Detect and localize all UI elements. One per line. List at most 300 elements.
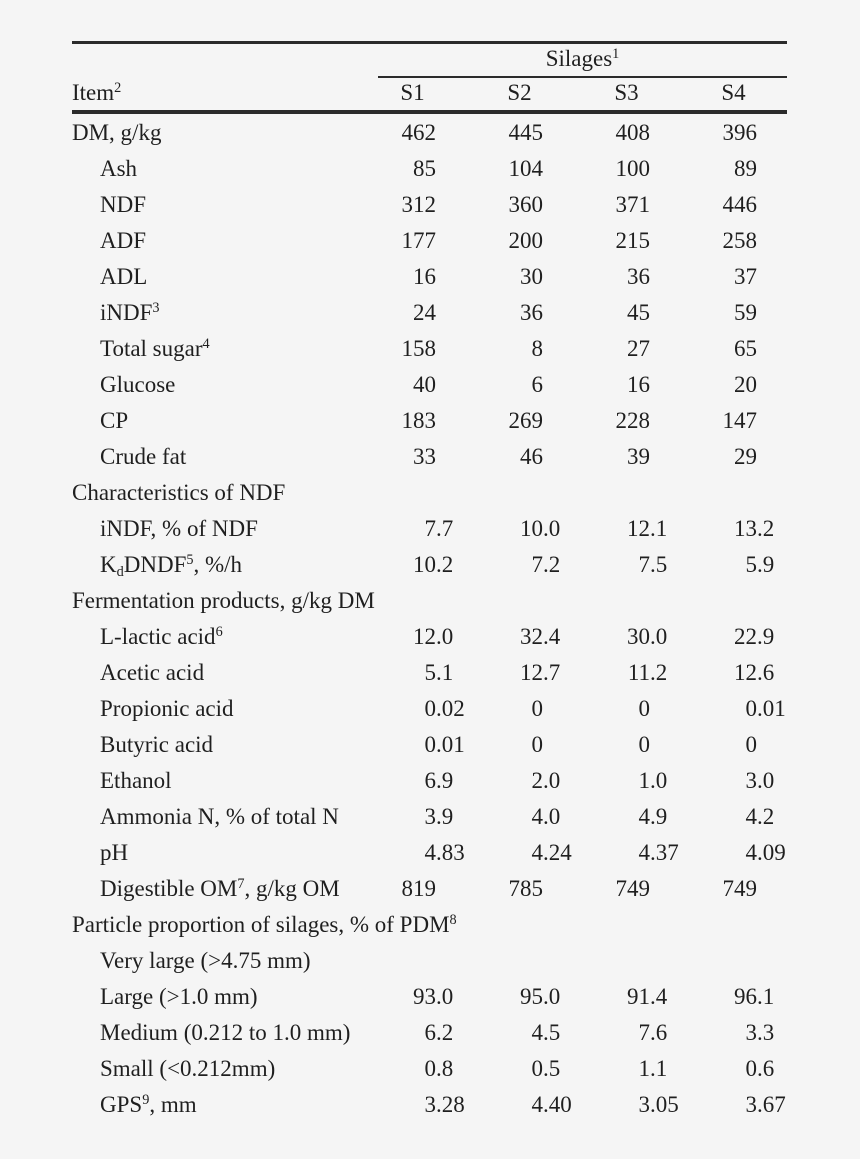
value-integer-part: 2 <box>531 768 543 793</box>
row-label <box>72 300 359 326</box>
value-integer-part: 7 <box>638 1020 650 1045</box>
value-fraction-part: .7 <box>436 516 454 541</box>
value-cell-s2 <box>466 876 573 902</box>
row-label <box>72 1020 359 1046</box>
label-text: Total sugar <box>100 336 203 361</box>
column-header-s3: S3 <box>614 80 639 105</box>
value-integer-part: 45 <box>627 300 650 325</box>
section-row <box>72 907 787 943</box>
row-label <box>72 156 359 182</box>
value-cell-s2 <box>466 1056 573 1082</box>
label-text: Small (<0.212mm) <box>100 1056 276 1081</box>
value-cell-s2 <box>466 804 573 830</box>
row-label <box>72 1092 359 1118</box>
label-text: Medium (0.212 to 1.0 mm) <box>100 1020 351 1045</box>
value-cell-s3 <box>573 336 680 362</box>
row-label <box>72 120 359 146</box>
value-integer-part: 4 <box>638 840 650 865</box>
value-cell-s4 <box>680 732 787 758</box>
value-cell-s1 <box>359 696 466 722</box>
table-body <box>72 115 787 1123</box>
value-fraction-part: .28 <box>436 1092 465 1117</box>
value-integer-part: 12 <box>520 660 543 685</box>
value-cell-s4 <box>680 192 787 218</box>
value-fraction-part: .0 <box>543 768 561 793</box>
value-integer-part: 0 <box>531 1056 543 1081</box>
table-row <box>72 403 787 439</box>
value-integer-part: 24 <box>413 300 436 325</box>
value-integer-part: 59 <box>734 300 757 325</box>
value-integer-part: 7 <box>424 516 436 541</box>
value-fraction-part: .2 <box>757 516 775 541</box>
value-integer-part: 396 <box>722 120 757 145</box>
value-fraction-part: .6 <box>650 1020 668 1045</box>
value-fraction-part: .5 <box>543 1020 561 1045</box>
label-text: Crude fat <box>100 444 187 469</box>
value-fraction-part: .37 <box>650 840 679 865</box>
value-cell-s1 <box>359 336 466 362</box>
table-row <box>72 259 787 295</box>
label-text: K <box>100 552 117 577</box>
value-cell-s4 <box>680 768 787 794</box>
value-fraction-part: .0 <box>650 624 668 649</box>
value-cell-s4 <box>680 372 787 398</box>
value-cell-s4 <box>680 264 787 290</box>
value-integer-part: 3 <box>745 768 757 793</box>
table-row <box>72 439 787 475</box>
value-fraction-part: .02 <box>436 696 465 721</box>
value-fraction-part: .9 <box>436 804 454 829</box>
value-integer-part: 312 <box>401 192 436 217</box>
value-cell-s1 <box>359 300 466 326</box>
superscript: 5 <box>186 552 194 569</box>
value-fraction-part: .0 <box>436 624 454 649</box>
value-cell-s1 <box>359 516 466 542</box>
value-cell-s3 <box>573 696 680 722</box>
value-integer-part: 16 <box>627 372 650 397</box>
value-cell-s3 <box>573 444 680 470</box>
value-integer-part: 749 <box>722 876 757 901</box>
superscript: 6 <box>215 624 223 641</box>
value-cell-s3 <box>573 624 680 650</box>
row-label <box>72 192 359 218</box>
value-cell-s4 <box>680 300 787 326</box>
value-cell-s3 <box>573 732 680 758</box>
table-row <box>72 511 787 547</box>
label-text: Very large (>4.75 mm) <box>100 948 311 973</box>
value-fraction-part: .05 <box>650 1092 679 1117</box>
value-cell-s2 <box>466 696 573 722</box>
value-integer-part: 3 <box>424 804 436 829</box>
value-integer-part: 8 <box>531 336 543 361</box>
superscript: 9 <box>142 1092 150 1109</box>
row-label <box>72 552 359 578</box>
value-cell-s3 <box>573 840 680 866</box>
value-cell-s1 <box>359 228 466 254</box>
value-fraction-part: .0 <box>757 768 775 793</box>
value-fraction-part: .8 <box>436 1056 454 1081</box>
label-text: DM, g/kg <box>72 120 162 145</box>
value-cell-s2 <box>466 444 573 470</box>
value-integer-part: 91 <box>627 984 650 1009</box>
value-integer-part: 32 <box>520 624 543 649</box>
row-label <box>72 480 787 506</box>
value-integer-part: 93 <box>413 984 436 1009</box>
value-cell-s2 <box>466 300 573 326</box>
superscript: 2 <box>114 80 122 97</box>
label-text: Large (>1.0 mm) <box>100 984 258 1009</box>
value-integer-part: 785 <box>508 876 543 901</box>
label-text: Particle proportion of silages, % of PDM <box>72 912 450 937</box>
value-integer-part: 104 <box>508 156 543 181</box>
superscript: 1 <box>612 46 620 63</box>
label-text: Propionic acid <box>100 696 234 721</box>
value-cell-s2 <box>466 1092 573 1118</box>
row-label <box>72 876 359 902</box>
value-integer-part: 27 <box>627 336 650 361</box>
table-row <box>72 331 787 367</box>
value-integer-part: 4 <box>745 804 757 829</box>
value-integer-part: 96 <box>734 984 757 1009</box>
value-cell-s4 <box>680 696 787 722</box>
value-integer-part: 1 <box>638 1056 650 1081</box>
value-cell-s2 <box>466 228 573 254</box>
label-text: Characteristics of NDF <box>72 480 286 505</box>
value-integer-part: 0 <box>745 1056 757 1081</box>
value-cell-s3 <box>573 552 680 578</box>
value-integer-part: 30 <box>520 264 543 289</box>
value-fraction-part: .2 <box>757 804 775 829</box>
value-cell-s3 <box>573 156 680 182</box>
row-label <box>72 444 359 470</box>
value-integer-part: 16 <box>413 264 436 289</box>
row-label <box>72 948 359 974</box>
label-text: L-lactic acid <box>100 624 216 649</box>
table-row <box>72 1015 787 1051</box>
column-header-s2: S2 <box>507 80 532 105</box>
value-fraction-part: .5 <box>650 552 668 577</box>
header-bottom-rule <box>72 110 787 114</box>
value-integer-part: 0 <box>424 732 436 757</box>
value-integer-part: 819 <box>401 876 436 901</box>
value-integer-part: 3 <box>424 1092 436 1117</box>
value-integer-part: 258 <box>722 228 757 253</box>
value-integer-part: 4 <box>745 840 757 865</box>
row-label <box>72 840 359 866</box>
value-integer-part: 36 <box>520 300 543 325</box>
value-integer-part: 0 <box>638 696 650 721</box>
value-fraction-part: .0 <box>543 516 561 541</box>
value-cell-s1 <box>359 120 466 146</box>
value-integer-part: 0 <box>531 732 543 757</box>
value-cell-s4 <box>680 804 787 830</box>
value-cell-s3 <box>573 1056 680 1082</box>
value-integer-part: 183 <box>401 408 436 433</box>
value-cell-s4 <box>680 120 787 146</box>
table-top-rule <box>72 41 787 44</box>
value-fraction-part: .0 <box>650 768 668 793</box>
value-cell-s2 <box>466 1020 573 1046</box>
table-row <box>72 223 787 259</box>
value-integer-part: 1 <box>638 768 650 793</box>
label-text: CP <box>100 408 129 433</box>
value-integer-part: 4 <box>531 804 543 829</box>
section-row <box>72 475 787 511</box>
row-label <box>72 408 359 434</box>
row-label <box>72 696 359 722</box>
value-integer-part: 158 <box>401 336 436 361</box>
table-row <box>72 547 787 583</box>
value-fraction-part: .2 <box>543 552 561 577</box>
value-cell-s2 <box>466 552 573 578</box>
value-fraction-part: .7 <box>543 660 561 685</box>
label-text: ADF <box>100 228 147 253</box>
value-cell-s3 <box>573 1020 680 1046</box>
label-text: Digestible OM <box>100 876 238 901</box>
value-cell-s1 <box>359 372 466 398</box>
value-integer-part: 12 <box>627 516 650 541</box>
label-text: Silages <box>545 46 613 71</box>
value-cell-s3 <box>573 264 680 290</box>
value-cell-s1 <box>359 624 466 650</box>
value-cell-s1 <box>359 1056 466 1082</box>
value-cell-s3 <box>573 660 680 686</box>
value-fraction-part: .1 <box>650 516 668 541</box>
label-text: , %/h <box>193 552 243 577</box>
value-integer-part: 5 <box>745 552 757 577</box>
value-cell-s2 <box>466 624 573 650</box>
value-integer-part: 65 <box>734 336 757 361</box>
value-cell-s3 <box>573 300 680 326</box>
value-cell-s4 <box>680 552 787 578</box>
value-fraction-part: .0 <box>436 984 454 1009</box>
column-header-s1: S1 <box>400 80 425 105</box>
value-cell-s1 <box>359 156 466 182</box>
value-fraction-part: .6 <box>757 1056 775 1081</box>
value-integer-part: 147 <box>722 408 757 433</box>
value-integer-part: 36 <box>627 264 650 289</box>
value-integer-part: 30 <box>627 624 650 649</box>
value-cell-s3 <box>573 408 680 434</box>
value-fraction-part: .67 <box>757 1092 786 1117</box>
value-cell-s3 <box>573 120 680 146</box>
value-integer-part: 4 <box>531 840 543 865</box>
value-integer-part: 4 <box>424 840 436 865</box>
row-label <box>72 732 359 758</box>
value-cell-s4 <box>680 876 787 902</box>
value-integer-part: 215 <box>615 228 650 253</box>
value-cell-s2 <box>466 372 573 398</box>
superscript: 4 <box>202 336 210 353</box>
value-fraction-part: .0 <box>543 804 561 829</box>
value-cell-s4 <box>680 984 787 1010</box>
value-cell-s2 <box>466 192 573 218</box>
value-cell-s2 <box>466 516 573 542</box>
value-integer-part: 0 <box>745 696 757 721</box>
value-cell-s1 <box>359 264 466 290</box>
value-fraction-part: .09 <box>757 840 786 865</box>
value-integer-part: 371 <box>615 192 650 217</box>
value-cell-s1 <box>359 660 466 686</box>
value-cell-s3 <box>573 876 680 902</box>
value-integer-part: 5 <box>424 660 436 685</box>
table-row <box>72 871 787 907</box>
value-cell-s2 <box>466 984 573 1010</box>
table-row <box>72 115 787 151</box>
label-text: iNDF <box>100 300 153 325</box>
value-cell-s4 <box>680 1020 787 1046</box>
value-fraction-part: .1 <box>436 660 454 685</box>
item-column-header <box>72 80 359 106</box>
row-label <box>72 768 359 794</box>
value-cell-s1 <box>359 1092 466 1118</box>
label-text: Fermentation products, g/kg DM <box>72 588 375 613</box>
value-cell-s1 <box>359 768 466 794</box>
value-fraction-part: .1 <box>757 984 775 1009</box>
value-fraction-part: .1 <box>650 1056 668 1081</box>
value-cell-s3 <box>573 804 680 830</box>
value-cell-s1 <box>359 984 466 1010</box>
value-cell-s4 <box>680 1056 787 1082</box>
value-cell-s3 <box>573 372 680 398</box>
value-cell-s3 <box>573 516 680 542</box>
value-integer-part: 0 <box>424 696 436 721</box>
value-integer-part: 4 <box>531 1092 543 1117</box>
table-row <box>72 727 787 763</box>
value-integer-part: 446 <box>722 192 757 217</box>
value-fraction-part: .3 <box>757 1020 775 1045</box>
value-cell-s4 <box>680 156 787 182</box>
label-text: Ash <box>100 156 138 181</box>
row-label <box>72 624 359 650</box>
table-row <box>72 799 787 835</box>
value-cell-s4 <box>680 840 787 866</box>
value-cell-s2 <box>466 732 573 758</box>
value-integer-part: 4 <box>638 804 650 829</box>
value-integer-part: 6 <box>531 372 543 397</box>
value-cell-s2 <box>466 120 573 146</box>
value-integer-part: 749 <box>615 876 650 901</box>
value-integer-part: 12 <box>413 624 436 649</box>
table-row <box>72 655 787 691</box>
subscript: d <box>116 563 124 580</box>
value-cell-s4 <box>680 444 787 470</box>
value-fraction-part: .9 <box>757 552 775 577</box>
table-row <box>72 1087 787 1123</box>
column-header-row <box>72 79 787 107</box>
superscript: 8 <box>449 912 457 929</box>
value-cell-s1 <box>359 840 466 866</box>
row-label <box>72 1056 359 1082</box>
label-text: iNDF, % of NDF <box>100 516 258 541</box>
value-cell-s1 <box>359 1020 466 1046</box>
value-cell-s2 <box>466 336 573 362</box>
value-cell-s3 <box>573 228 680 254</box>
column-header-s4: S4 <box>721 80 746 105</box>
label-text: GPS <box>100 1092 143 1117</box>
value-cell-s1 <box>359 192 466 218</box>
table-row <box>72 835 787 871</box>
value-integer-part: 0 <box>424 1056 436 1081</box>
row-label <box>72 336 359 362</box>
label-text: Item <box>72 80 115 105</box>
row-label <box>72 228 359 254</box>
row-label <box>72 804 359 830</box>
value-integer-part: 33 <box>413 444 436 469</box>
value-cell-s4 <box>680 660 787 686</box>
value-integer-part: 177 <box>401 228 436 253</box>
value-cell-s4 <box>680 516 787 542</box>
value-integer-part: 37 <box>734 264 757 289</box>
value-fraction-part: .01 <box>757 696 786 721</box>
value-fraction-part: .24 <box>543 840 572 865</box>
value-cell-s4 <box>680 228 787 254</box>
value-cell-s1 <box>359 876 466 902</box>
superscript: 7 <box>237 876 245 893</box>
value-fraction-part: .4 <box>543 624 561 649</box>
value-integer-part: 445 <box>508 120 543 145</box>
label-text: Ammonia N, % of total N <box>100 804 339 829</box>
value-cell-s1 <box>359 552 466 578</box>
label-text: ADL <box>100 264 148 289</box>
row-label <box>72 588 787 614</box>
row-label <box>72 660 359 686</box>
table-row <box>72 1051 787 1087</box>
value-fraction-part: .01 <box>436 732 465 757</box>
value-fraction-part: .5 <box>543 1056 561 1081</box>
value-cell-s3 <box>573 984 680 1010</box>
value-cell-s1 <box>359 732 466 758</box>
superscript: 3 <box>152 300 160 317</box>
value-cell-s2 <box>466 156 573 182</box>
value-integer-part: 89 <box>734 156 757 181</box>
value-integer-part: 13 <box>734 516 757 541</box>
value-fraction-part: .0 <box>543 984 561 1009</box>
value-integer-part: 39 <box>627 444 650 469</box>
table-row <box>72 187 787 223</box>
row-label <box>72 984 359 1010</box>
value-integer-part: 200 <box>508 228 543 253</box>
value-integer-part: 10 <box>520 516 543 541</box>
row-label <box>72 516 359 542</box>
value-cell-s2 <box>466 264 573 290</box>
value-integer-part: 228 <box>615 408 650 433</box>
value-integer-part: 360 <box>508 192 543 217</box>
value-fraction-part: .4 <box>650 984 668 1009</box>
table-row <box>72 979 787 1015</box>
label-text: DNDF <box>123 552 187 577</box>
value-integer-part: 46 <box>520 444 543 469</box>
table-row <box>72 943 787 979</box>
value-cell-s3 <box>573 1092 680 1118</box>
table-row <box>72 151 787 187</box>
value-fraction-part: .40 <box>543 1092 572 1117</box>
table-row <box>72 295 787 331</box>
value-integer-part: 0 <box>745 732 757 757</box>
value-integer-part: 7 <box>531 552 543 577</box>
row-label <box>72 912 787 938</box>
value-integer-part: 0 <box>638 732 650 757</box>
table-row <box>72 763 787 799</box>
value-integer-part: 0 <box>531 696 543 721</box>
value-cell-s3 <box>573 768 680 794</box>
row-label <box>72 264 359 290</box>
value-integer-part: 40 <box>413 372 436 397</box>
value-integer-part: 3 <box>745 1092 757 1117</box>
label-text: Ethanol <box>100 768 172 793</box>
value-cell-s4 <box>680 624 787 650</box>
row-label <box>72 372 359 398</box>
